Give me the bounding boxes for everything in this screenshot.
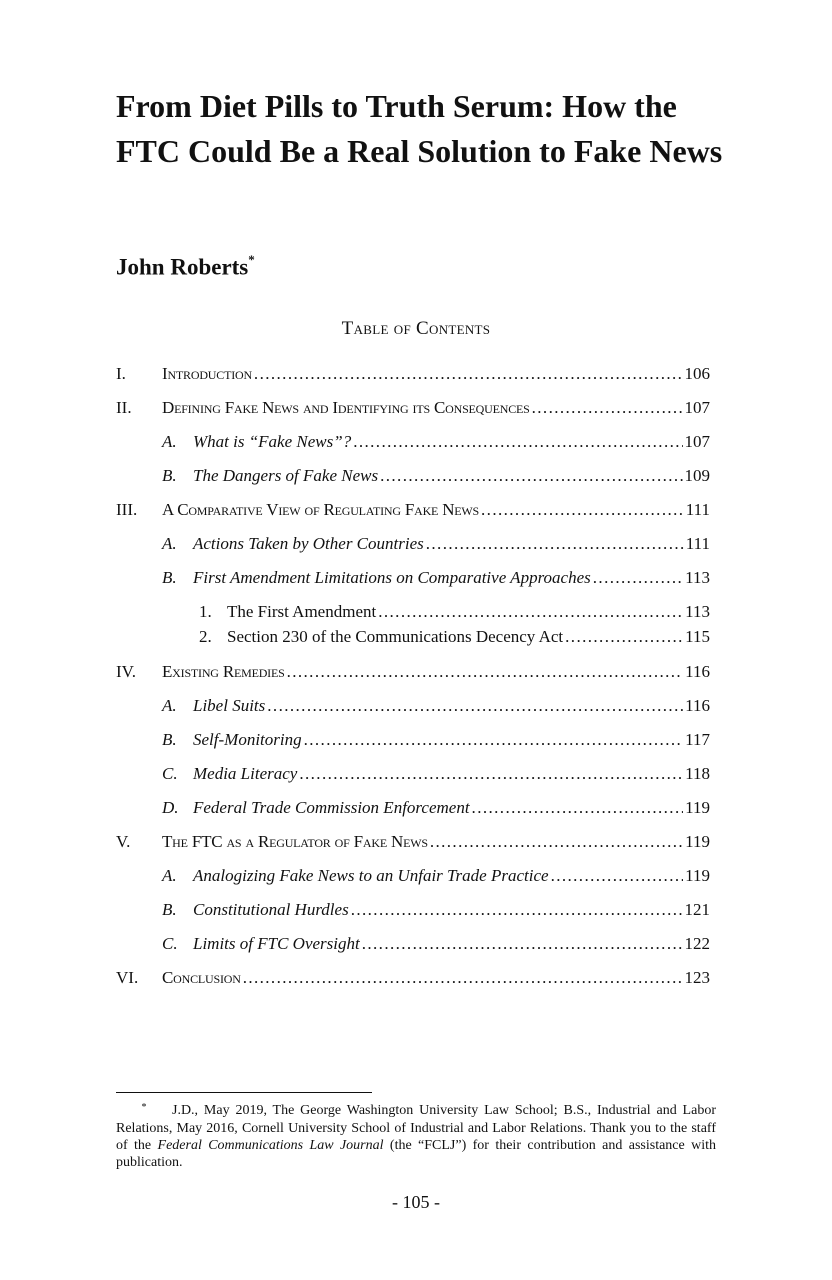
toc-entry-letter: B. bbox=[162, 900, 177, 919]
toc-leader-dots bbox=[299, 764, 683, 784]
toc-entry[interactable] bbox=[116, 798, 710, 822]
toc-entry-page: 116 bbox=[685, 696, 710, 715]
toc-entry-letter: A. bbox=[162, 534, 177, 553]
toc-entry[interactable] bbox=[116, 696, 710, 720]
toc-entry-number: III. bbox=[116, 500, 138, 519]
toc-leader-dots bbox=[593, 568, 683, 588]
author-name-line bbox=[116, 254, 255, 281]
toc-entry-label: Constitutional Hurdles bbox=[193, 900, 349, 919]
toc-entry-number: V. bbox=[116, 832, 131, 851]
toc-entry[interactable] bbox=[116, 968, 710, 992]
toc-entry[interactable] bbox=[116, 568, 710, 592]
toc-entry-letter: D. bbox=[162, 798, 179, 817]
toc-entry-label: Media Literacy bbox=[193, 764, 298, 783]
toc-entry-page: 106 bbox=[684, 364, 710, 383]
toc-entry[interactable] bbox=[116, 832, 710, 856]
toc-heading: Table of Contents bbox=[341, 318, 491, 339]
toc-entry-label: First Amendment Limitations on Comparative Approaches bbox=[193, 568, 591, 587]
toc-entry-number: VI. bbox=[116, 968, 139, 987]
toc-entry-letter: A. bbox=[162, 696, 177, 715]
toc-entry-letter: A. bbox=[162, 432, 177, 451]
footnote-separator bbox=[116, 1092, 372, 1093]
footnote-text: J.D., May 2019, The George Washington University Law School; B.S., Industrial and Labor Relations, May 2016, Cornell University School of Industrial and Labor Relations. Thank you to the staff of the bbox=[116, 1103, 716, 1153]
toc-entry-subnumber: 1. bbox=[199, 602, 212, 621]
article-title: From Diet Pills to Truth Serum: How the FTC Could Be a Real Solution to Fake News bbox=[116, 88, 723, 169]
toc-entry-page: 107 bbox=[684, 398, 710, 417]
toc-entry-number: I. bbox=[116, 364, 126, 383]
toc-entry-page: 122 bbox=[684, 934, 710, 953]
toc-entry-page: 119 bbox=[685, 866, 710, 885]
toc-leader-dots bbox=[532, 398, 683, 418]
toc-entry-label: Introduction bbox=[162, 364, 252, 383]
toc-leader-dots bbox=[267, 696, 683, 716]
toc-entry[interactable] bbox=[116, 662, 710, 686]
toc-leader-dots bbox=[351, 900, 683, 920]
toc-entry[interactable] bbox=[116, 602, 710, 626]
toc-entry-page: 111 bbox=[685, 500, 710, 519]
toc-entry-page: 107 bbox=[684, 432, 710, 451]
toc-entry[interactable] bbox=[116, 432, 710, 456]
toc-entry-label: Analogizing Fake News to an Unfair Trade Practice bbox=[193, 866, 549, 885]
footnote-mark: * bbox=[141, 1102, 147, 1113]
toc-entry[interactable] bbox=[116, 364, 710, 388]
toc-entry-label: Section 230 of the Communications Decency Act bbox=[227, 627, 564, 646]
toc-entry[interactable] bbox=[116, 466, 710, 490]
toc-entry-page: 113 bbox=[685, 602, 710, 621]
author-name: John Roberts bbox=[116, 254, 249, 280]
toc-entry[interactable] bbox=[116, 534, 710, 558]
toc-entry-page: 115 bbox=[685, 627, 710, 646]
toc-leader-dots bbox=[304, 730, 684, 750]
toc-leader-dots bbox=[565, 627, 683, 647]
toc-entry[interactable] bbox=[116, 900, 710, 924]
toc-entry-page: 109 bbox=[684, 466, 710, 485]
page-number: - 105 - bbox=[392, 1192, 440, 1212]
toc-entry-label: Conclusion bbox=[162, 968, 241, 987]
toc-entry-label: What is “Fake News”? bbox=[193, 432, 352, 451]
toc-entry-label: The FTC as a Regulator of Fake News bbox=[162, 832, 428, 851]
toc-entry-letter: B. bbox=[162, 730, 177, 749]
toc-leader-dots bbox=[254, 364, 683, 384]
toc-entry[interactable] bbox=[116, 627, 710, 651]
toc-entry[interactable] bbox=[116, 934, 710, 958]
footnote bbox=[116, 1102, 716, 1171]
toc-leader-dots bbox=[481, 500, 684, 520]
toc-leader-dots bbox=[362, 934, 683, 954]
toc-leader-dots bbox=[380, 466, 682, 486]
toc-entry-letter: C. bbox=[162, 764, 178, 783]
toc-entry-label: Actions Taken by Other Countries bbox=[193, 534, 424, 553]
toc-entry-label: The First Amendment bbox=[227, 602, 377, 621]
toc-entry-page: 118 bbox=[685, 764, 710, 783]
toc-entry-page: 121 bbox=[684, 900, 710, 919]
toc-entry-page: 119 bbox=[685, 798, 710, 817]
toc-leader-dots bbox=[243, 968, 683, 988]
toc-entry-label: Libel Suits bbox=[193, 696, 266, 715]
toc-entry-label: Federal Trade Commission Enforcement bbox=[193, 798, 470, 817]
toc-entry-number: II. bbox=[116, 398, 132, 417]
toc-leader-dots bbox=[472, 798, 684, 818]
toc-entry-letter: A. bbox=[162, 866, 177, 885]
toc-entry[interactable] bbox=[116, 730, 710, 754]
toc-leader-dots bbox=[353, 432, 682, 452]
toc-entry-page: 116 bbox=[685, 662, 710, 681]
toc-entry-page: 113 bbox=[685, 568, 710, 587]
toc-entry-page: 119 bbox=[685, 832, 710, 851]
toc-entry-letter: B. bbox=[162, 466, 177, 485]
toc-leader-dots bbox=[426, 534, 684, 554]
toc-entry-page: 111 bbox=[685, 534, 710, 553]
toc-entry-label: The Dangers of Fake News bbox=[193, 466, 379, 485]
toc-entry-label: Self-Monitoring bbox=[193, 730, 302, 749]
toc-entry-label: Existing Remedies bbox=[162, 662, 285, 681]
toc-leader-dots bbox=[378, 602, 683, 622]
toc-entry-page: 117 bbox=[685, 730, 710, 749]
toc-entry-letter: B. bbox=[162, 568, 177, 587]
toc-leader-dots bbox=[287, 662, 684, 682]
footnote-text-end: (the “FCLJ”) for their contribution and assistance with publication. bbox=[116, 1138, 716, 1170]
toc-entry[interactable] bbox=[116, 398, 710, 422]
toc-entry-letter: C. bbox=[162, 934, 178, 953]
toc-entry[interactable] bbox=[116, 500, 710, 524]
toc-entry-label: Limits of FTC Oversight bbox=[193, 934, 360, 953]
author-footnote-mark[interactable]: * bbox=[248, 252, 255, 267]
toc-entry-label: Defining Fake News and Identifying its Consequences bbox=[162, 398, 530, 417]
toc-entry-label: A Comparative View of Regulating Fake News bbox=[162, 500, 480, 519]
toc-leader-dots bbox=[551, 866, 684, 886]
toc-entry-subnumber: 2. bbox=[199, 627, 212, 646]
toc-entry-page: 123 bbox=[684, 968, 710, 987]
toc-entry[interactable] bbox=[116, 866, 710, 890]
toc-entry-number: IV. bbox=[116, 662, 136, 681]
footnote-journal-name: Federal Communications Law Journal bbox=[157, 1138, 384, 1153]
toc-entry[interactable] bbox=[116, 764, 710, 788]
toc-leader-dots bbox=[430, 832, 683, 852]
